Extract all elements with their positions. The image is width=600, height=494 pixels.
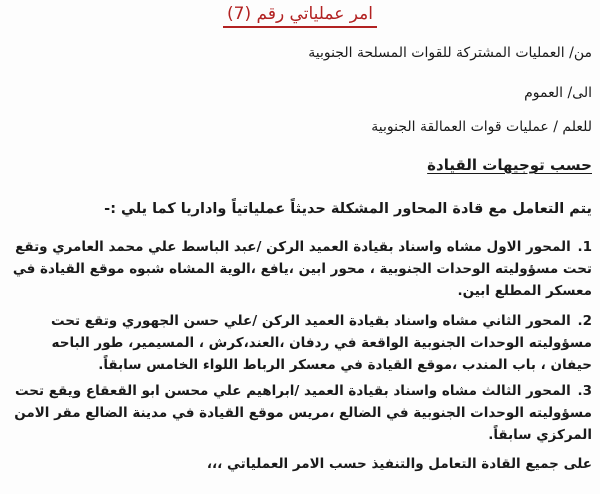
list-item-text: المحور الثاني مشاه واسناد بقيادة العميد الركن /علي حسن الجهوري وتقع تحت مسؤوليته الوحدات الجنوبية الواقعة في ردفان ،العند،كرش ، المسيمير، طور الباحه حيفان ، باب المندب ،موقع القيادة في معسكر الرباط اللواء الخامس سابقاً. xyxy=(50,313,592,373)
from-line: من/ العمليات المشتركة للقوات المسلحة الجنوبية xyxy=(308,45,592,61)
list-item-text: المحور الثالث مشاه واسناد بقيادة العميد /ابراهيم علي محسن ابو القعقاع ويقع تحت مسؤوليته الوحدات الجنوبية في الضالع ،مريس موقع القيادة في مدينة الضالع مقر الامن المركزي سابقاً. xyxy=(14,383,592,443)
list-item xyxy=(8,310,592,376)
list-item-number: 3. xyxy=(577,383,592,399)
order-title-text: امر عملياتي رقم (7) xyxy=(223,4,377,28)
list-item xyxy=(8,236,592,302)
to-line: الى/ العموم xyxy=(524,85,592,101)
section-heading: حسب توجيهات القيادة xyxy=(427,156,592,174)
closing-line: على جميع القادة التعامل والتنفيذ حسب الامر العملياتي ،،، xyxy=(206,456,592,472)
intro-line: يتم التعامل مع قادة المحاور المشكلة حديثاً عملياتياً واداريا كما يلي :- xyxy=(104,201,592,217)
list-item xyxy=(8,380,592,446)
list-item-number: 1. xyxy=(577,239,592,255)
list-item-number: 2. xyxy=(577,313,592,329)
list-item-text: المحور الاول مشاه واسناد بقيادة العميد الركن /عبد الباسط علي محمد العامري وتقع تحت مسؤوليته الوحدات الجنوبية ، محور ابين ،يافع ،الوية المشاه شبوه موقع القيادة في معسكر المطلع ابين. xyxy=(12,239,592,299)
cc-line: للعلم / عمليات قوات العمالقة الجنوبية xyxy=(371,119,592,135)
order-title xyxy=(0,4,600,24)
